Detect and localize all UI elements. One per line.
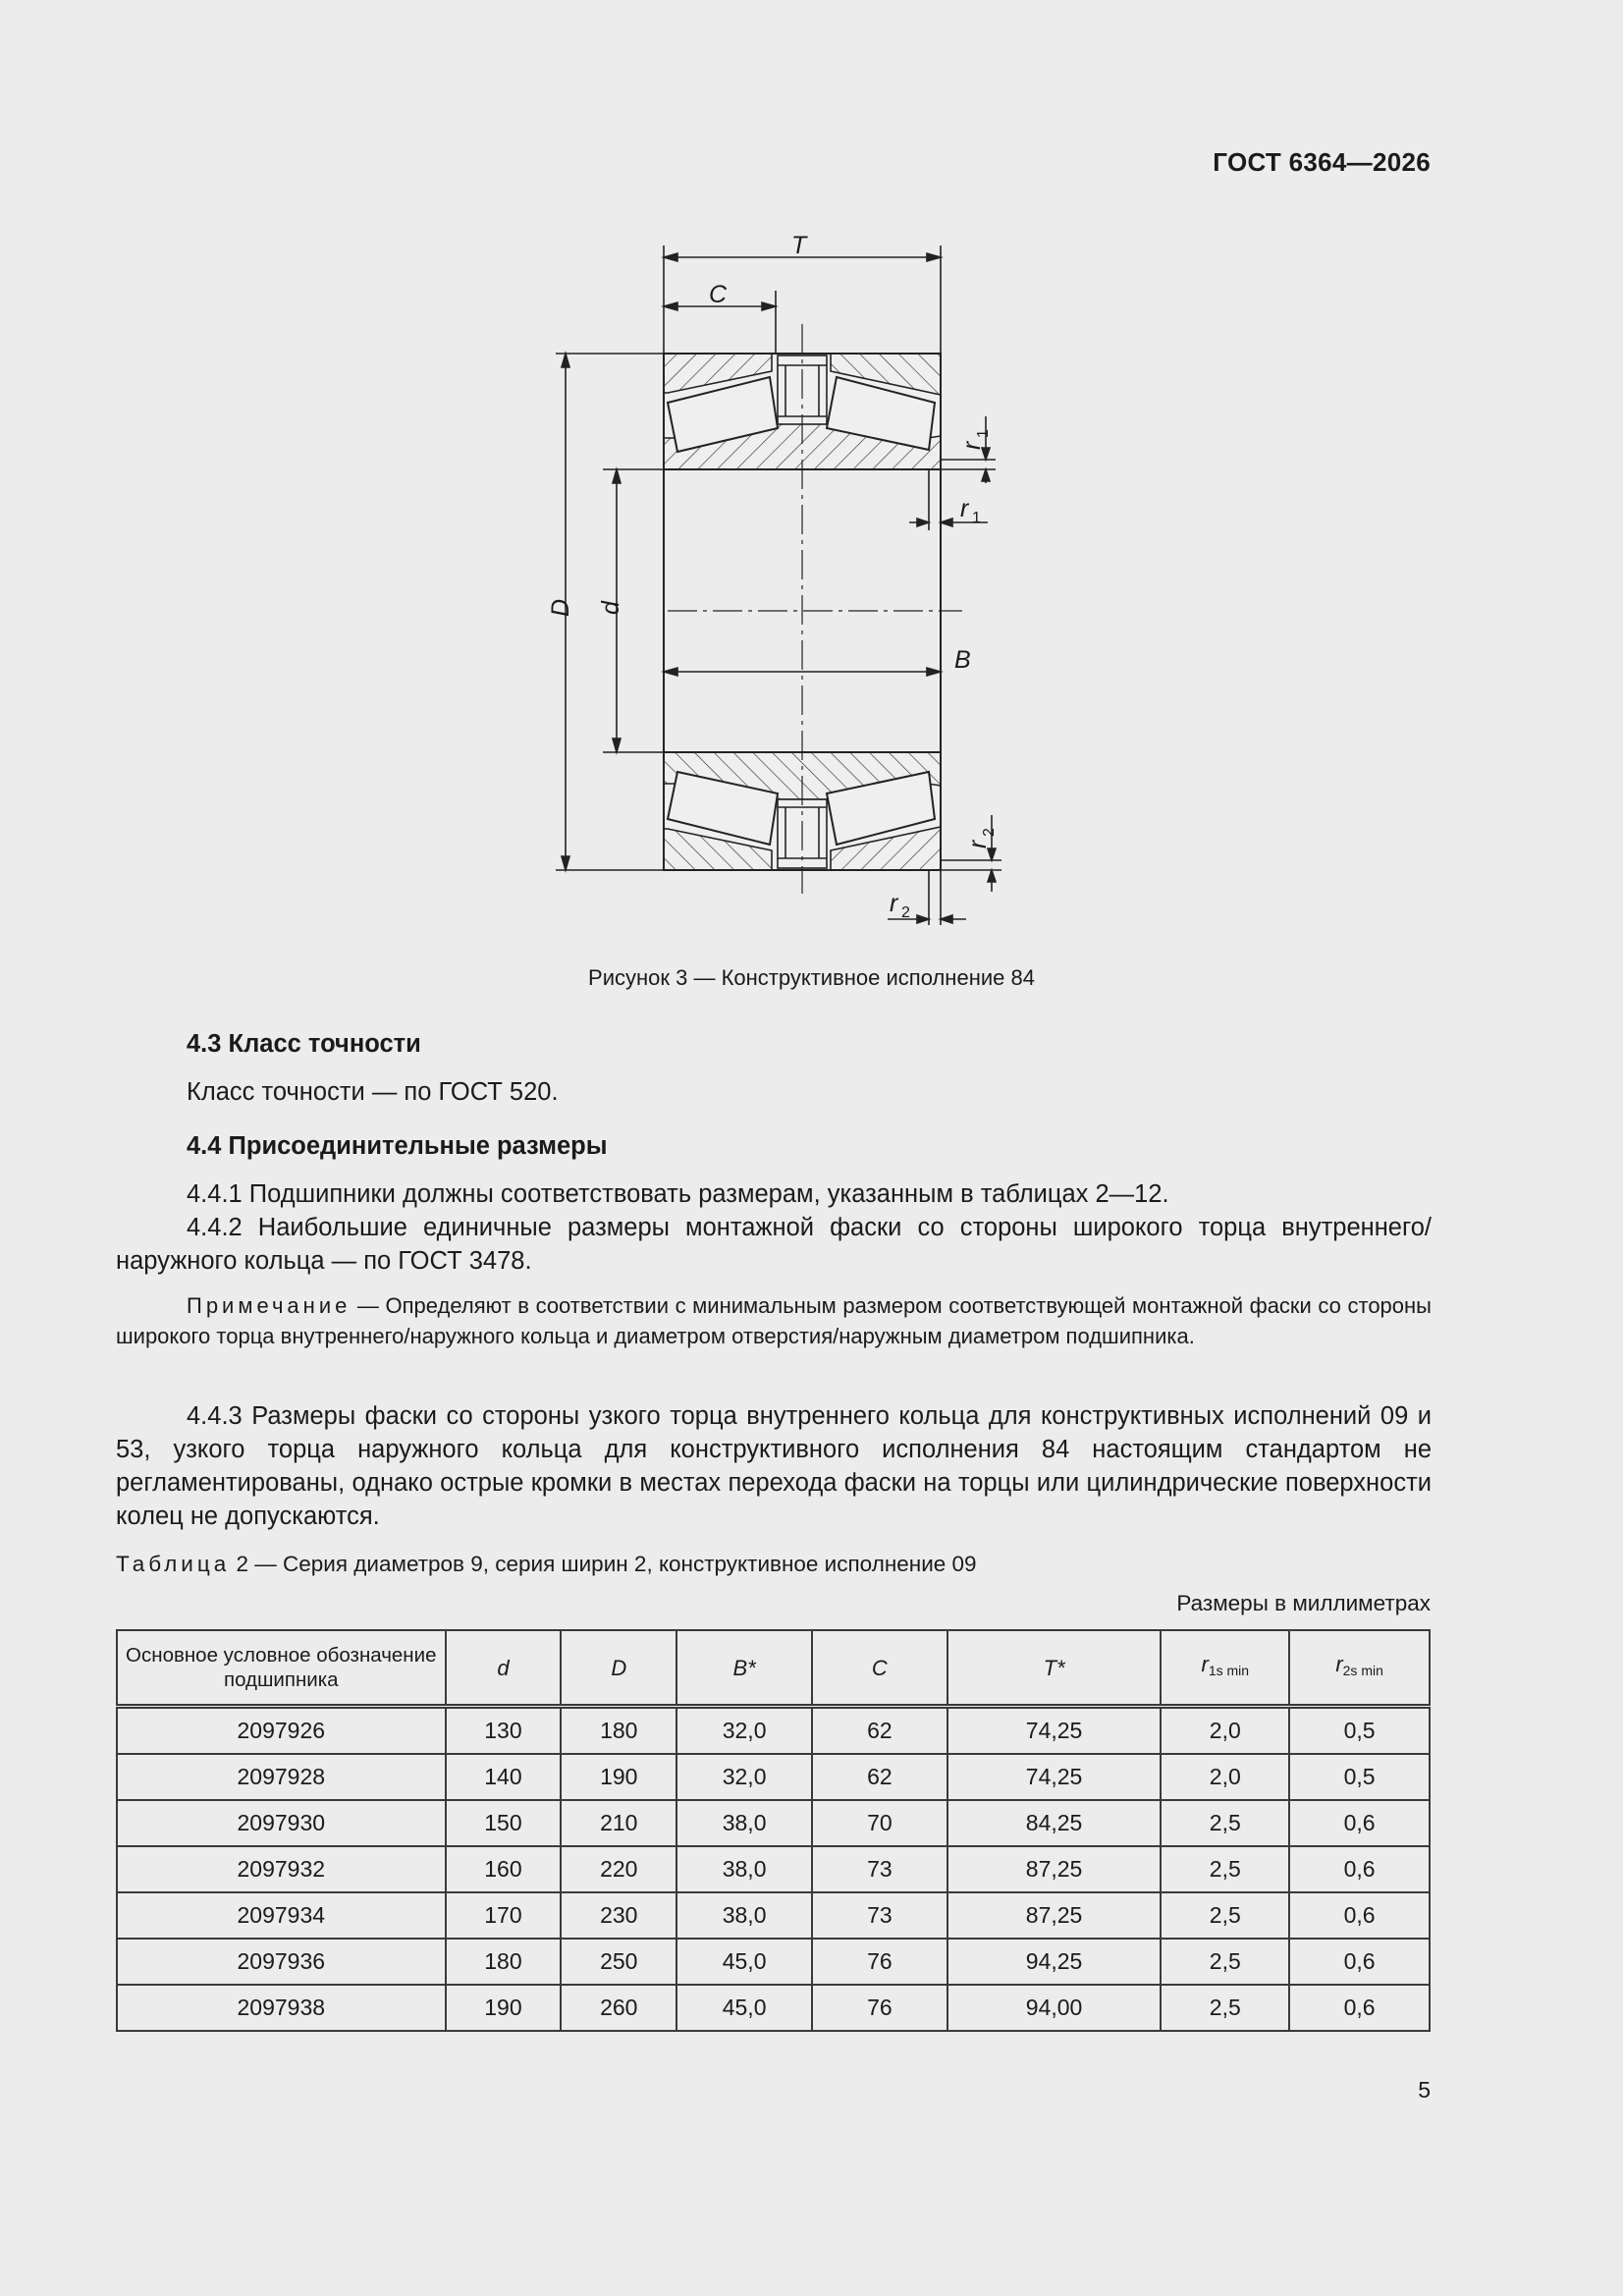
table-cell: 140	[446, 1754, 562, 1800]
bearing-drawing	[530, 216, 1021, 943]
table-cell: 32,0	[676, 1707, 812, 1755]
table-cell: 180	[446, 1939, 562, 1985]
header-r1s-min: $r_{1s min}$	[1161, 1630, 1289, 1707]
label-r2: r	[890, 890, 898, 917]
table-cell: 73	[812, 1846, 947, 1892]
table-cell: 150	[446, 1800, 562, 1846]
label-B: B	[954, 646, 971, 674]
table-label: Таблица	[116, 1552, 231, 1576]
note-label: Примечание	[187, 1293, 352, 1318]
table-cell: 0,5	[1289, 1707, 1430, 1755]
label-r1: r	[960, 495, 969, 522]
table-cell: 2097934	[117, 1892, 446, 1939]
table-row	[117, 1985, 1430, 2031]
table-cell: 73	[812, 1892, 947, 1939]
table-title: Таблица 2 — Серия диаметров 9, серия ширин 2, конструктивное исполнение 09	[116, 1552, 977, 1576]
table-cell: 260	[561, 1985, 676, 2031]
table-cell: 87,25	[947, 1846, 1162, 1892]
table-header-row	[117, 1630, 1430, 1707]
table-cell: 0,6	[1289, 1939, 1430, 1985]
paragraph-4-4-1: 4.4.1 Подшипники должны соответствовать размерам, указанным в таблицах 2—12.	[187, 1180, 1169, 1208]
table-cell: 0,6	[1289, 1800, 1430, 1846]
table-cell: 230	[561, 1892, 676, 1939]
table-cell: 2,5	[1161, 1800, 1289, 1846]
svg-text:1: 1	[972, 510, 981, 526]
table-cell: 2,0	[1161, 1707, 1289, 1755]
label-r2-vertical: r	[964, 840, 992, 848]
svg-text:2: 2	[981, 828, 998, 837]
table-cell: 94,25	[947, 1939, 1162, 1985]
table-cell: 45,0	[676, 1939, 812, 1985]
figure-caption: Рисунок 3 — Конструктивное исполнение 84	[588, 965, 1035, 990]
table-cell: 220	[561, 1846, 676, 1892]
note	[116, 1290, 1432, 1351]
table-cell: 74,25	[947, 1707, 1162, 1755]
table-cell: 190	[446, 1985, 562, 2031]
table-cell: 210	[561, 1800, 676, 1846]
page-number: 5	[1418, 2077, 1431, 2103]
paragraph-4-4-2: 4.4.2 Наибольшие единичные размеры монтажной фаски со стороны широкого торца внутреннего/наружного кольца — по ГОСТ 3478.	[116, 1214, 1432, 1275]
table-cell: 250	[561, 1939, 676, 1985]
table-cell: 38,0	[676, 1892, 812, 1939]
table-cell: 84,25	[947, 1800, 1162, 1846]
table-cell: 2097932	[117, 1846, 446, 1892]
label-d: d	[597, 601, 624, 615]
table-cell: 2097936	[117, 1939, 446, 1985]
svg-text:1: 1	[975, 429, 992, 438]
table-cell: 38,0	[676, 1800, 812, 1846]
header-D: D	[561, 1630, 676, 1707]
table-cell: 76	[812, 1985, 947, 2031]
table-cell: 2097938	[117, 1985, 446, 2031]
table-row	[117, 1707, 1430, 1755]
table-cell: 74,25	[947, 1754, 1162, 1800]
table-cell: 170	[446, 1892, 562, 1939]
label-D: D	[547, 598, 574, 617]
table-cell: 2,0	[1161, 1754, 1289, 1800]
header-C: C	[812, 1630, 947, 1707]
table-cell: 87,25	[947, 1892, 1162, 1939]
table-row	[117, 1892, 1430, 1939]
table-cell: 130	[446, 1707, 562, 1755]
dimensions-table	[116, 1629, 1431, 2032]
table-cell: 0,5	[1289, 1754, 1430, 1800]
table-cell: 2,5	[1161, 1985, 1289, 2031]
label-T: T	[791, 232, 807, 259]
note-text: — Определяют в соответствии с минимальным размером соответствующей монтажной фаски со стороны широкого торца внутреннего/наружного кольца и диаметром отверстия/наружным диаметром подшипника.	[116, 1293, 1432, 1348]
table-cell: 160	[446, 1846, 562, 1892]
table-cell: 76	[812, 1939, 947, 1985]
table-cell: 38,0	[676, 1846, 812, 1892]
section-text-4-3: Класс точности — по ГОСТ 520.	[187, 1078, 559, 1106]
table-row	[117, 1754, 1430, 1800]
table-row	[117, 1846, 1430, 1892]
label-C: C	[709, 281, 728, 308]
table-units: Размеры в миллиметрах	[1176, 1591, 1431, 1615]
table-row	[117, 1939, 1430, 1985]
table-cell: 45,0	[676, 1985, 812, 2031]
header-B: B*	[676, 1630, 812, 1707]
section-heading-4-3: 4.3 Класс точности	[187, 1030, 421, 1058]
table-cell: 32,0	[676, 1754, 812, 1800]
table-cell: 2097928	[117, 1754, 446, 1800]
table-cell: 2,5	[1161, 1846, 1289, 1892]
table-row	[117, 1800, 1430, 1846]
table-cell: 0,6	[1289, 1892, 1430, 1939]
label-r1-vertical: r	[958, 441, 986, 450]
table-cell: 62	[812, 1754, 947, 1800]
table-cell: 2097930	[117, 1800, 446, 1846]
header-d: d	[446, 1630, 562, 1707]
table-cell: 2,5	[1161, 1939, 1289, 1985]
svg-text:2: 2	[901, 904, 910, 921]
table-cell: 70	[812, 1800, 947, 1846]
table-cell: 2097926	[117, 1707, 446, 1755]
table-cell: 2,5	[1161, 1892, 1289, 1939]
header-designation: Основное условное обозначение подшипника	[117, 1630, 446, 1707]
section-heading-4-4: 4.4 Присоединительные размеры	[187, 1132, 608, 1160]
table-cell: 0,6	[1289, 1846, 1430, 1892]
header-T: T*	[947, 1630, 1162, 1707]
header-r2s-min: $r_{2s min}$	[1289, 1630, 1430, 1707]
table-cell: 180	[561, 1707, 676, 1755]
table-cell: 0,6	[1289, 1985, 1430, 2031]
table-cell: 94,00	[947, 1985, 1162, 2031]
table-cell: 190	[561, 1754, 676, 1800]
table-cell: 62	[812, 1707, 947, 1755]
paragraph-4-4-3: 4.4.3 Размеры фаски со стороны узкого торца внутреннего кольца для конструктивных исполнений 09 и 53, узкого торца наружного кольца для конструктивного исполнения 84 настоящим стандартом не регламентированы, однако острые кромки в местах перехода фаски на торцы или цилиндрические поверхности колец не допускаются.	[116, 1402, 1432, 1530]
standard-code: ГОСТ 6364—2026	[1213, 147, 1431, 177]
